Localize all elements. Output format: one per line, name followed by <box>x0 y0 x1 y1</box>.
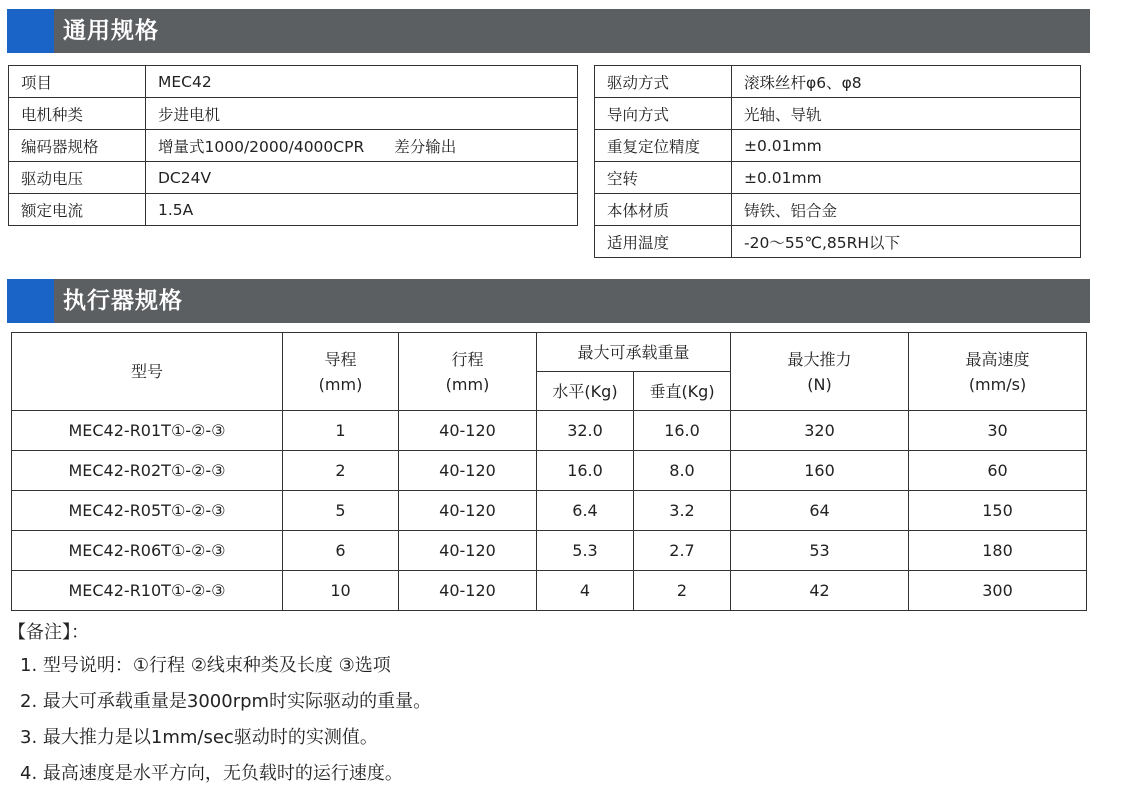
cell-horizontal: 5.3 <box>537 531 634 571</box>
header-max-load: 最大可承载重量 <box>537 333 731 372</box>
cell-model: MEC42-R05T①-②-③ <box>12 491 283 531</box>
cell-stroke: 40-120 <box>399 531 537 571</box>
cell-lead: 1 <box>283 411 399 451</box>
header-row <box>12 333 1087 372</box>
general-spec-title: 通用规格 <box>63 18 159 44</box>
table-row <box>12 531 1087 571</box>
notes-heading: 【备注】： <box>8 622 89 643</box>
spec-row <box>9 66 578 98</box>
spec-key: 本体材质 <box>595 194 732 226</box>
spec-key: 适用温度 <box>595 226 732 258</box>
cell-model: MEC42-R10T①-②-③ <box>12 571 283 611</box>
spec-value <box>146 130 578 162</box>
spec-row <box>595 66 1081 98</box>
spec-row <box>9 130 578 162</box>
cell-stroke: 40-120 <box>399 451 537 491</box>
note-item: 2. 最大可承载重量是3000rpm时实际驱动的重量。 <box>20 691 432 712</box>
notes-section <box>8 618 431 792</box>
cell-speed: 300 <box>909 571 1087 611</box>
cell-lead: 2 <box>283 451 399 491</box>
encoder-spec: 增量式1000/2000/4000CPR <box>158 137 365 156</box>
cell-speed: 180 <box>909 531 1087 571</box>
spec-value: 铸铁、铝合金 <box>732 194 1081 226</box>
table-row <box>12 411 1087 451</box>
cell-thrust: 320 <box>731 411 909 451</box>
general-spec-table-right <box>594 65 1081 258</box>
cell-thrust: 160 <box>731 451 909 491</box>
cell-horizontal: 32.0 <box>537 411 634 451</box>
note-item: 1. 型号说明：①行程 ②线束种类及长度 ③选项 <box>20 655 391 676</box>
banner-accent <box>7 9 54 53</box>
spec-key: 额定电流 <box>9 194 146 226</box>
cell-thrust: 53 <box>731 531 909 571</box>
cell-stroke: 40-120 <box>399 411 537 451</box>
spec-key: 驱动电压 <box>9 162 146 194</box>
spec-value: 步进电机 <box>146 98 578 130</box>
spec-row <box>9 194 578 226</box>
spec-key: 空转 <box>595 162 732 194</box>
table-row <box>12 491 1087 531</box>
cell-horizontal: 4 <box>537 571 634 611</box>
header-lead: 导程 (mm) <box>283 333 399 411</box>
spec-value: -20～55℃,85RH以下 <box>732 226 1081 258</box>
spec-value: ±0.01mm <box>732 162 1081 194</box>
cell-horizontal: 16.0 <box>537 451 634 491</box>
spec-row <box>595 162 1081 194</box>
cell-thrust: 42 <box>731 571 909 611</box>
spec-row <box>595 130 1081 162</box>
general-spec-table-left <box>8 65 578 226</box>
spec-row <box>9 162 578 194</box>
spec-row <box>595 98 1081 130</box>
header-max-speed: 最高速度 (mm/s) <box>909 333 1087 411</box>
cell-speed: 60 <box>909 451 1087 491</box>
cell-stroke: 40-120 <box>399 491 537 531</box>
cell-vertical: 3.2 <box>634 491 731 531</box>
cell-thrust: 64 <box>731 491 909 531</box>
spec-value: 1.5A <box>146 194 578 226</box>
note-item: 3. 最大推力是以1mm/sec驱动时的实测值。 <box>20 727 378 748</box>
spec-value: 滚珠丝杆φ6、φ8 <box>732 66 1081 98</box>
note-item: 4. 最高速度是水平方向，无负载时的运行速度。 <box>20 763 403 784</box>
spec-value: 光轴、导轨 <box>732 98 1081 130</box>
actuator-spec-banner <box>7 279 1090 323</box>
spec-row <box>595 226 1081 258</box>
cell-vertical: 8.0 <box>634 451 731 491</box>
header-max-thrust: 最大推力 (N) <box>731 333 909 411</box>
spec-key: 重复定位精度 <box>595 130 732 162</box>
header-horizontal: 水平(Kg) <box>537 372 634 411</box>
spec-key: 电机种类 <box>9 98 146 130</box>
actuator-spec-table <box>11 332 1087 611</box>
encoder-output: 差分输出 <box>394 137 457 156</box>
spec-value: MEC42 <box>146 66 578 98</box>
cell-horizontal: 6.4 <box>537 491 634 531</box>
spec-key: 导向方式 <box>595 98 732 130</box>
cell-model: MEC42-R01T①-②-③ <box>12 411 283 451</box>
general-spec-banner <box>7 9 1090 53</box>
spec-key: 项目 <box>9 66 146 98</box>
cell-lead: 6 <box>283 531 399 571</box>
cell-lead: 5 <box>283 491 399 531</box>
cell-vertical: 2 <box>634 571 731 611</box>
header-model: 型号 <box>12 333 283 411</box>
cell-vertical: 16.0 <box>634 411 731 451</box>
header-stroke: 行程 (mm) <box>399 333 537 411</box>
actuator-spec-title: 执行器规格 <box>63 288 183 314</box>
spec-row <box>9 98 578 130</box>
cell-model: MEC42-R06T①-②-③ <box>12 531 283 571</box>
spec-row <box>595 194 1081 226</box>
cell-vertical: 2.7 <box>634 531 731 571</box>
spec-value: DC24V <box>146 162 578 194</box>
header-vertical: 垂直(Kg) <box>634 372 731 411</box>
cell-stroke: 40-120 <box>399 571 537 611</box>
cell-lead: 10 <box>283 571 399 611</box>
cell-model: MEC42-R02T①-②-③ <box>12 451 283 491</box>
table-row <box>12 451 1087 491</box>
cell-speed: 150 <box>909 491 1087 531</box>
spec-key: 驱动方式 <box>595 66 732 98</box>
spec-key: 编码器规格 <box>9 130 146 162</box>
cell-speed: 30 <box>909 411 1087 451</box>
banner-accent <box>7 279 54 323</box>
spec-value: ±0.01mm <box>732 130 1081 162</box>
table-row <box>12 571 1087 611</box>
